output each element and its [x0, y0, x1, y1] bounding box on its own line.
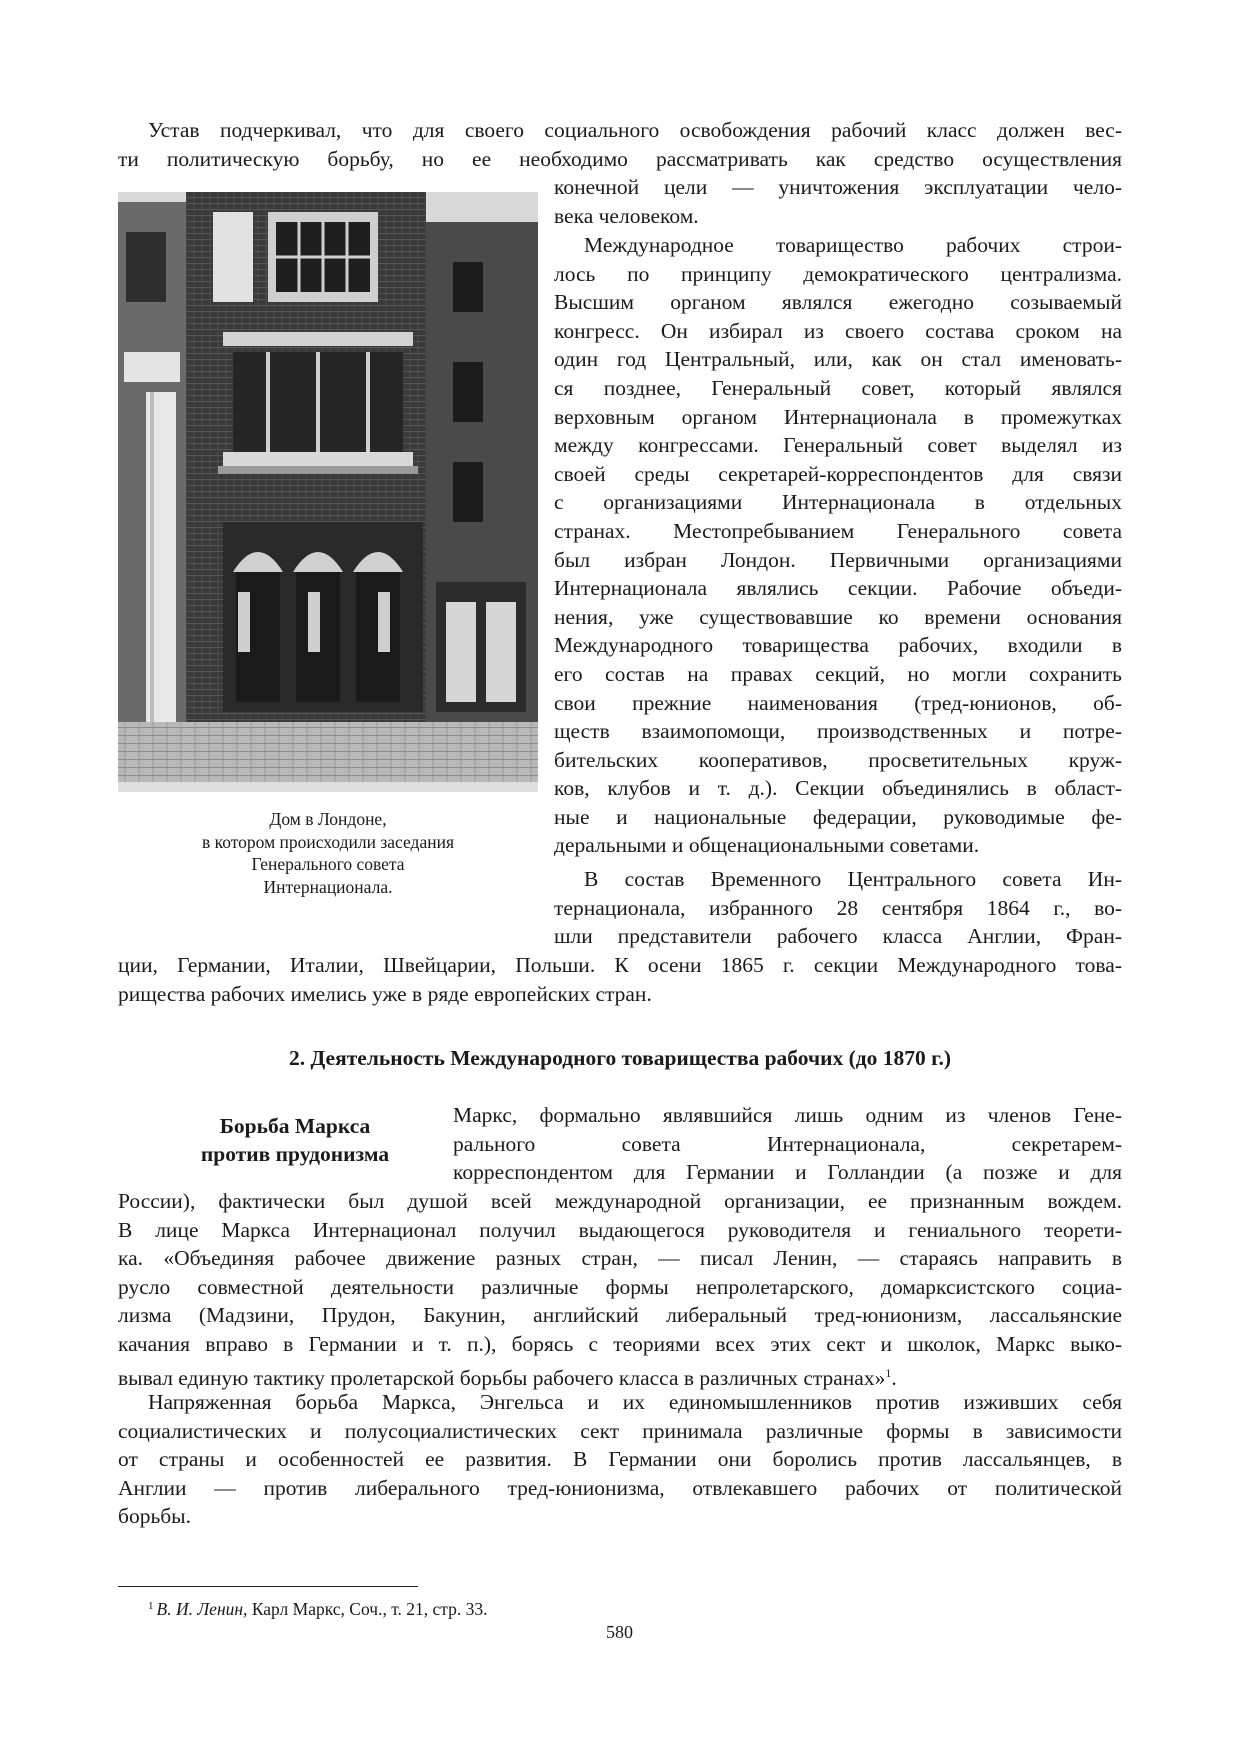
text-line: Международное товарищество рабочих строи-	[584, 233, 1122, 257]
text-line: социалистических и полусоциалистических сект принимала различные формы в зависимости	[118, 1418, 1122, 1443]
text-line: лось по принципу демократического централизма.	[554, 261, 1122, 286]
paragraph-2	[554, 231, 1122, 860]
text-line: шли представители рабочего класса Англии, Фран-	[554, 924, 1122, 949]
house-photo	[118, 192, 538, 792]
text-line: России), фактически был душой всей международной организации, ее признанным вождем.	[118, 1189, 1122, 1213]
text-line: ществ взаимопомощи, производственных и потре-	[554, 719, 1122, 744]
text-line: был избран Лондон. Первичными организациями	[554, 547, 1122, 572]
photo-caption	[118, 808, 538, 898]
text-line: ные и национальные федерации, руководимые фе-	[554, 804, 1122, 829]
text-line: верховным органом Интернационала в промежутках	[554, 404, 1122, 429]
text-line: нения, уже существовавшие ко времени основания	[554, 604, 1122, 629]
text-line: между конгрессами. Генеральный совет выделял из	[554, 433, 1122, 458]
text-line: тернационала, избранного 28 сентября 1864 г., во-	[554, 895, 1122, 920]
paragraph-3-bottom	[118, 951, 1122, 1008]
text-line: Маркс, формально являвшийся лишь одним из членов Гене-	[453, 1103, 1122, 1127]
text-line: века человеком.	[554, 203, 699, 228]
footnote-reference[interactable]: 1	[885, 1365, 892, 1380]
text-line: конечной цели — уничтожения эксплуатации чело-	[554, 175, 1122, 199]
footnote-author: В. И. Ленин,	[156, 1599, 248, 1619]
caption-line: Интернационала.	[263, 876, 393, 897]
text-line: деральными и общенациональными советами.	[554, 833, 980, 858]
text-line: ков, клубов и т. д.). Секции объединялись в област-	[554, 776, 1122, 801]
caption-line: в котором происходили заседания	[201, 831, 455, 852]
text-line: Устав подчеркивал, что для своего социального освобождения рабочий класс должен вес-	[148, 118, 1122, 142]
side-heading	[150, 1112, 440, 1168]
text-line: бительских кооперативов, просветительных круж-	[554, 747, 1122, 772]
paragraph-1-top	[118, 116, 1122, 173]
text-line: качания вправо в Германии и т. п.), борясь с теориями всех этих сект и школок, Маркс выко-	[118, 1331, 1122, 1356]
text-line: его состав на правах секций, но могли сохранить	[554, 661, 1122, 686]
text-line: Напряженная борьба Маркса, Энгельса и их единомышленников против изживших себя	[148, 1390, 1122, 1414]
text-line: свои прежние наименования (тред-юнионов, об-	[554, 690, 1122, 715]
text-line: рищества рабочих имелись уже в ряде европейских стран.	[118, 981, 652, 1006]
footnote-divider	[118, 1586, 418, 1587]
text-line: конгресс. Он избирал из своего состава сроком на	[554, 318, 1122, 343]
text-line: рального совета Интернационала, секретарем-	[453, 1131, 1122, 1156]
page-number: 580	[606, 1622, 633, 1642]
text-line: Интернационала являлись секции. Рабочие объеди-	[554, 576, 1122, 601]
text-line: лизма (Мадзини, Прудон, Бакунин, английский либеральный тред-юнионизм, лассальянские	[118, 1303, 1122, 1328]
text-line: странах. Местопребыванием Генерального совета	[554, 518, 1122, 543]
side-heading-line: против прудонизма	[200, 1142, 390, 1166]
text-line: Международного товарищества рабочих, входили в	[554, 633, 1122, 658]
text-line: ции, Германии, Италии, Швейцарии, Польши. К осени 1865 г. секции Международного това-	[118, 953, 1122, 977]
text-line: В состав Временного Центрального совета Ин-	[584, 867, 1122, 891]
text-line: с организациями Интернационала в отдельных	[554, 490, 1122, 515]
paragraph-3-right	[554, 865, 1122, 951]
footnote	[148, 1594, 488, 1621]
text-fragment: .	[891, 1365, 897, 1390]
paragraph-4-right	[453, 1101, 1122, 1187]
text-line: ка. «Объединяя рабочее движение разных стран, — писал Ленин, — стараясь направить в	[118, 1246, 1122, 1271]
text-line: своей среды секретарей-корреспондентов для связи	[554, 461, 1122, 486]
caption-line: Генерального совета	[251, 854, 405, 874]
text-line: Высшим органом являлся ежегодно созываемый	[554, 290, 1122, 315]
text-line: В лице Маркса Интернационал получил выдающегося руководителя и гениального теорети-	[118, 1217, 1122, 1242]
text-line: один год Центральный, или, как он стал именовать-	[554, 347, 1122, 372]
text-line: ти политическую борьбу, но ее необходимо рассматривать как средство осуществления	[118, 146, 1122, 171]
side-heading-line: Борьба Маркса	[219, 1114, 371, 1138]
footnote-text: Карл Маркс, Соч., т. 21, стр. 33.	[247, 1599, 488, 1619]
section-heading: 2. Деятельность Международного товарищества рабочих (до 1870 г.)	[288, 1046, 952, 1070]
text-line: русло совместной деятельности различные формы непролетарского, домарксистского социа-	[118, 1274, 1122, 1299]
text-line: корреспондентом для Германии и Голландии (а позже и для	[453, 1160, 1122, 1185]
text-fragment: вывал единую тактику пролетарской борьбы рабочего класса в различных странах»	[118, 1365, 886, 1390]
paragraph-4-bottom	[118, 1187, 1122, 1392]
caption-line: Дом в Лондоне,	[269, 809, 387, 829]
text-line: от страны и особенностей ее развития. В Германии они боролись против лассальянцев, в	[118, 1447, 1122, 1472]
text-line: ся позднее, Генеральный совет, который являлся	[554, 375, 1122, 400]
paragraph-5	[118, 1388, 1122, 1531]
paragraph-1-right	[554, 173, 1122, 230]
text-line: борьбы.	[118, 1504, 192, 1529]
text-line: Англии — против либерального тред-юнионизма, отвлекавшего рабочих от политической	[118, 1475, 1122, 1500]
footnote-number: 1	[148, 1600, 154, 1612]
